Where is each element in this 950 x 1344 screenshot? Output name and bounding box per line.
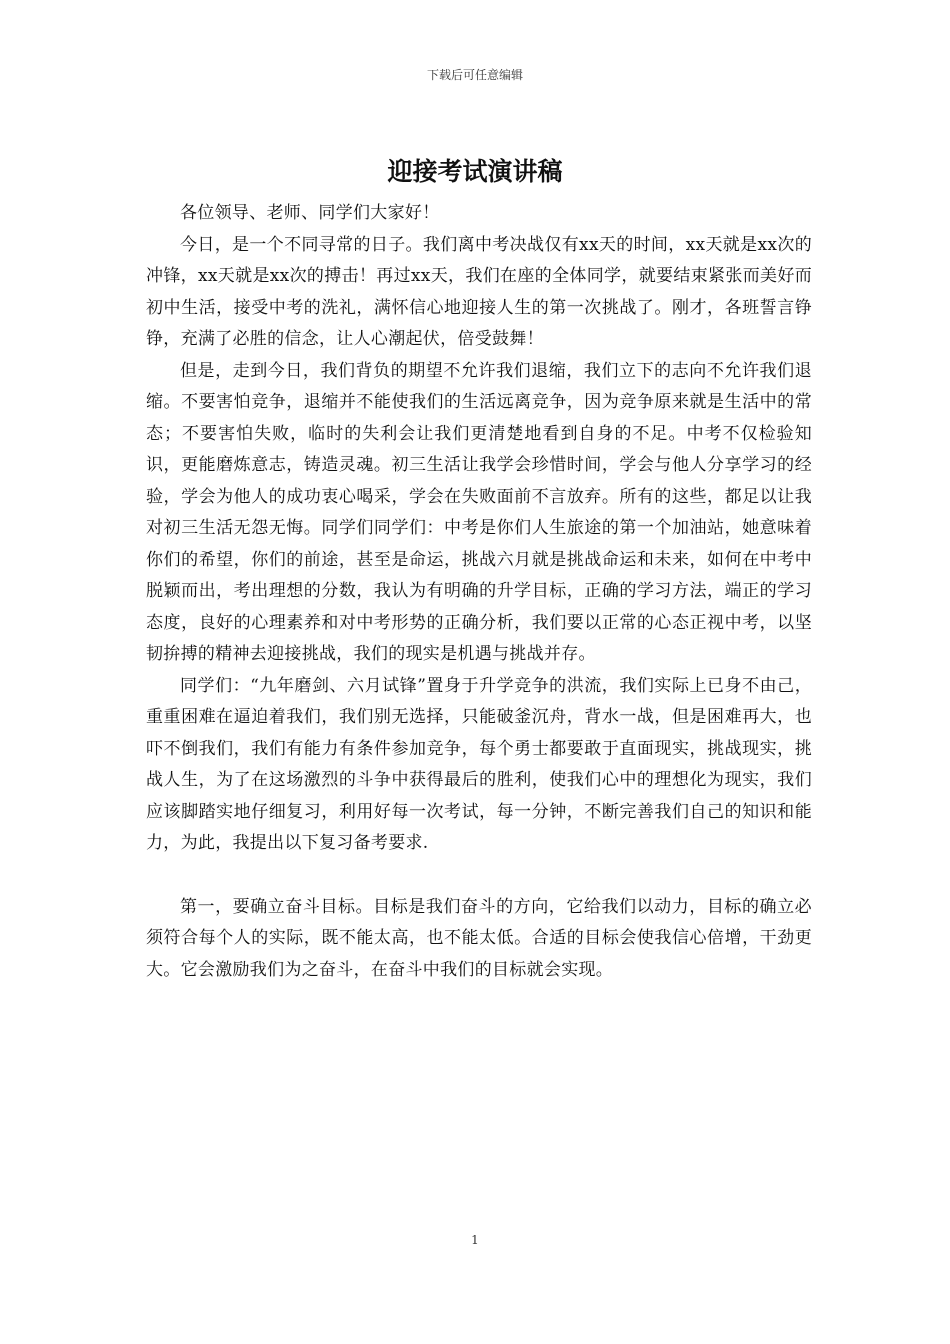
header-note: 下载后可任意编辑 <box>426 68 523 82</box>
document-title: 迎接考试演讲稿 <box>387 157 563 186</box>
paragraph-encouragement: 但是，走到今日，我们背负的期望不允许我们退缩，我们立下的志向不允许我们退缩。不要害怕竞争，退缩并不能使我们的生活远离竞争，因为竞争原来就是生活中的常态；不要害怕失败，临时的失利会让我们更清楚地看到自身的不足。中考不仅检验知识，更能磨炼意志，铸造灵魂。初三生活让我学会珍惜时间，学会与他人分享学习的经验，学会为他人的成功衷心喝采，学会在失败面前不言放弃。所有的这些，都足以让我对初三生活无怨无悔。同学们同学们：中考是你们人生旅途的第一个加油站，她意味着你们的希望，你们的前途，甚至是命运，挑战六月就是挑战命运和未来，如何在中考中脱颖而出，考出理想的分数，我认为有明确的升学目标，正确的学习方法，端正的学习态度，良好的心理素养和对中考形势的正确分析，我们要以正常的心态正视中考，以坚韧拚搏的精神去迎接挑战，我们的现实是机遇与挑战并存。 <box>146 360 812 664</box>
paragraph-opening: 今日，是一个不同寻常的日子。我们离中考决战仅有xx天的时间，xx天就是xx次的冲锋，xx天就是xx次的搏击！再过xx天，我们在座的全体同学，就要结束紧张而美好而初中生活，接受中考的洗礼，满怀信心地迎接人生的第一次挑战了。刚才，各班誓言铮铮，充满了必胜的信念，让人心潮起伏，倍受鼓舞！ <box>146 234 812 349</box>
page-number: 1 <box>471 1233 479 1247</box>
paragraph-first-requirement: 第一，要确立奋斗目标。目标是我们奋斗的方向，它给我们以动力，目标的确立必须符合每个人的实际，既不能太高，也不能太低。合适的目标会使我信心倍增，干劲更大。它会激励我们为之奋斗，在奋斗中我们的目标就会实现。 <box>146 896 812 980</box>
document-body <box>146 198 812 986</box>
paragraph-call-to-action: 同学们：“九年磨剑、六月试锋”置身于升学竞争的洪流，我们实际上已身不由己，重重困难在逼迫着我们，我们别无选择，只能破釜沉舟，背水一战，但是困难再大，也吓不倒我们，我们有能力有条件参加竞争，每个勇士都要敢于直面现实，挑战现实，挑战人生，为了在这场激烈的斗争中获得最后的胜利，使我们心中的理想化为现实，我们应该脚踏实地仔细复习，利用好每一次考试，每一分钟，不断完善我们自己的知识和能力，为此，我提出以下复习备考要求. <box>146 675 812 853</box>
paragraph-greeting: 各位领导、老师、同学们大家好！ <box>180 203 440 223</box>
